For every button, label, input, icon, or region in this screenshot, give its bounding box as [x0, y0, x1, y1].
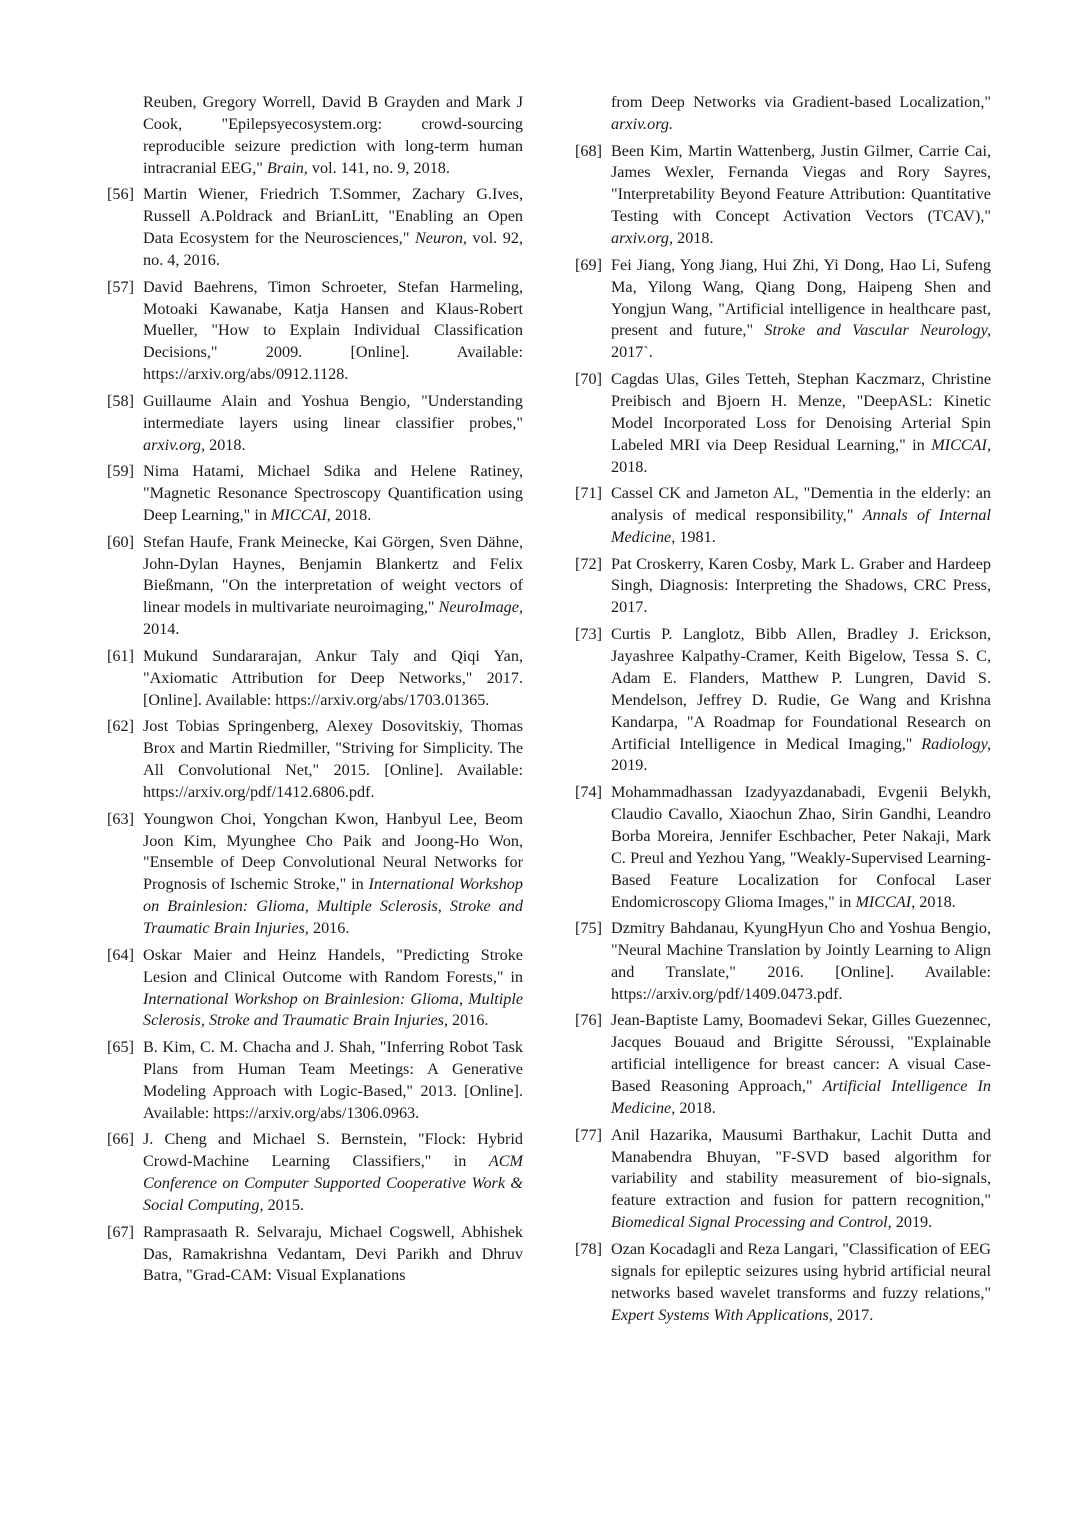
reference-number: [65] [107, 1038, 134, 1057]
reference-entry [107, 646, 523, 712]
reference-segment: 2019. [891, 1213, 933, 1232]
reference-entry [575, 918, 991, 1006]
reference-entry [575, 554, 991, 620]
reference-segment: Fei Jiang, Yong Jiang, Hui Zhi, Yi Dong, Hao Li, Sufeng Ma, Yilong Wang, Qiang Dong, Haipeng Shen and Yongjun Wang, "Artificial intelligence in healthcare past, present and future," [611, 255, 991, 340]
reference-text [143, 1222, 523, 1288]
reference-venue: Brain, [266, 158, 308, 177]
reference-text [611, 255, 991, 365]
reference-segment: vol. 92, no. 4, 2016. [143, 229, 523, 270]
reference-text [611, 483, 991, 549]
reference-segment: 2018. [205, 435, 246, 454]
reference-segment: Ozan Kocadagli and Reza Langari, "Classification of EEG signals for epileptic seizures using hybrid artificial neural networks based wavelet transforms and fuzzy relations," [611, 1239, 991, 1302]
reference-entry [107, 1222, 523, 1288]
reference-venue: Artificial Intelligence In Medicine, [611, 1077, 991, 1118]
reference-venue: Neuron, [414, 229, 467, 248]
reference-entry [107, 1129, 523, 1217]
reference-text [143, 945, 523, 1033]
reference-number: [63] [107, 809, 134, 828]
reference-venue: Expert Systems With Applications, [611, 1305, 833, 1324]
reference-segment: Reuben, Gregory Worrell, David B Grayden and Mark J Cook, "Epilepsyecosystem.org: crowd-sourcing reproducible seizure prediction with long-term human intracranial EEG," [143, 93, 523, 177]
reference-venue: MICCAI [855, 892, 912, 911]
reference-entry [575, 92, 991, 136]
reference-entry [107, 716, 523, 804]
reference-entry [107, 532, 523, 642]
reference-venue: NeuroImage, [438, 598, 523, 617]
reference-venue: International Workshop on Brainlesion: Glioma, Multiple Sclerosis, Stroke and Traumatic Brain Injuries [143, 875, 523, 938]
reference-entry [575, 1010, 991, 1120]
reference-text [611, 369, 991, 479]
reference-text [143, 1129, 523, 1217]
reference-text [611, 1125, 991, 1235]
reference-segment: vol. 141, no. 9, 2018. [307, 158, 450, 177]
reference-segment: 2018. [673, 229, 714, 248]
reference-number: [60] [107, 532, 134, 551]
reference-entry [575, 1125, 991, 1235]
reference-text [143, 184, 523, 272]
reference-entry [575, 483, 991, 549]
reference-segment: , 2016. [443, 1011, 489, 1030]
reference-number: [71] [575, 484, 602, 503]
reference-segment: Pat Croskerry, Karen Cosby, Mark L. Graber and Hardeep Singh, Diagnosis: Interpreting the Shadows, CRC Press, 2017. [611, 554, 991, 617]
reference-text [143, 277, 523, 387]
reference-entry [107, 184, 523, 272]
reference-text [611, 782, 991, 913]
reference-segment: David Baehrens, Timon Schroeter, Stefan Harmeling, Motoaki Kawanabe, Katja Hansen and Klaus-Robert Mueller, "How to Explain Individual Classification Decisions," 2009. [Online]. Available: https://arxiv.org/abs/0912.1128. [143, 277, 523, 384]
reference-text [143, 1037, 523, 1125]
reference-entry [107, 945, 523, 1033]
reference-segment: Guillaume Alain and Yoshua Bengio, "Understanding intermediate layers using linear classifier probes," [143, 391, 523, 432]
reference-entry [575, 782, 991, 913]
reference-segment: Jost Tobias Springenberg, Alexey Dosovitskiy, Thomas Brox and Martin Riedmiller, "Striving for Simplicity. The All Convolutional Net," 2015. [Online]. Available: https://arxiv.org/pdf/1412.6806.pdf. [143, 717, 523, 801]
reference-segment: 1981. [675, 527, 716, 546]
reference-segment: Mohammadhassan Izadyyazdanabadi, Evgenii Belykh, Claudio Cavallo, Xiaochun Zhao, Sirin Gandhi, Leandro Borba Moreira, Jennifer Eschbacher, Peter Nakaji, Mark C. Preul and Yezhou Yang, "Weakly-Supervised Learning-Based Feature Localization for Confocal Laser Endomicroscopy Glioma Images," in [611, 783, 991, 911]
reference-venue: Annals of Internal Medicine, [611, 506, 991, 546]
reference-segment: Curtis P. Langlotz, Bibb Allen, Bradley J. Erickson, Jayashree Kalpathy-Cramer, Keith Bigelow, Tessa S. C, Adam E. Flanders, Matthew P. Lungren, David S. Mendelson, Jeffrey D. Rudie, Ge Wang and Krishna Kandarpa, "A Roadmap for Foundational Research on Artificial Intelligence in Medical Imaging," [611, 624, 991, 753]
reference-number: [74] [575, 783, 602, 801]
reference-number: [56] [107, 185, 134, 204]
reference-segment: , 2015. [259, 1196, 304, 1215]
reference-number: [70] [575, 369, 602, 388]
reference-segment: Dzmitry Bahdanau, KyungHyun Cho and Yoshua Bengio, "Neural Machine Translation by Jointly Learning to Align and Translate," 2016. [Online]. Available: https://arxiv.org/pdf/1409.0473.pdf. [611, 919, 991, 1003]
reference-text [143, 461, 523, 527]
reference-entry [575, 255, 991, 365]
reference-venue: Biomedical Signal Processing and Control, [611, 1213, 892, 1232]
reference-text [143, 716, 523, 804]
reference-venue: ACM Conference on Computer Supported Cooperative Work & Social Computing [143, 1152, 523, 1215]
reference-text [611, 1239, 991, 1327]
reference-segment: 2017. [832, 1305, 874, 1324]
reference-number: [59] [107, 462, 134, 481]
reference-entry [575, 624, 991, 777]
reference-number: [75] [575, 919, 602, 938]
reference-venue: Radiology, [921, 734, 991, 753]
reference-number: [64] [107, 945, 134, 964]
reference-number: [61] [107, 646, 134, 665]
reference-text [611, 624, 991, 777]
reference-text [611, 1010, 991, 1120]
reference-number: [67] [107, 1222, 134, 1241]
reference-entry [107, 92, 523, 180]
reference-venue: MICCAI [270, 506, 327, 525]
reference-segment: Cassel CK and Jameton AL, "Dementia in the elderly: an analysis of medical responsibility," [611, 484, 991, 525]
reference-segment: Youngwon Choi, Yongchan Kwon, Hanbyul Lee, Beom Joon Kim, Myunghee Cho Paik and Joong-Ho Won, "Ensemble of Deep Convolutional Neural Networks for Prognosis of Ischemic Stroke," in [143, 809, 523, 894]
reference-number: [57] [107, 277, 134, 296]
reference-segment: Been Kim, Martin Wattenberg, Justin Gilmer, Carrie Cai, James Wexler, Fernanda Viegas and Rory Sayres, "Interpretability Beyond Feature Attribution: Quantitative Testing with Concept Activation Vectors (TCAV)," [611, 141, 991, 226]
reference-venue: Stroke and Vascular Neurology, [764, 321, 991, 340]
reference-segment: Mukund Sundararajan, Ankur Taly and Qiqi Yan, "Axiomatic Attribution for Deep Networks," 2017. [Online]. Available: https://arxiv.org/abs/1703.01365. [143, 646, 523, 709]
reference-number: [68] [575, 141, 602, 160]
reference-segment: , 2018. [326, 506, 372, 525]
reference-number: [66] [107, 1130, 134, 1149]
reference-segment: Ramprasaath R. Selvaraju, Michael Cogswell, Abhishek Das, Ramakrishna Vedantam, Devi Parikh and Dhruv Batra, "Grad-CAM: Visual Explanations [143, 1222, 523, 1285]
reference-text [575, 92, 991, 136]
reference-segment: Oskar Maier and Heinz Handels, "Predicting Stroke Lesion and Clinical Outcome with Random Forests," in [143, 945, 523, 986]
reference-text [611, 918, 991, 1006]
reference-segment: B. Kim, C. M. Chacha and J. Shah, "Inferring Robot Task Plans from Human Team Meetings: A Generative Modeling Approach with Logic-Based," 2013. [Online]. Available: https://arxiv.org/abs/1306.0963. [143, 1038, 523, 1122]
reference-segment: Jean-Baptiste Lamy, Boomadevi Sekar, Gilles Guezennec, Jacques Bouaud and Brigitte Séroussi, "Explainable artificial intelligence for breast cancer: A visual Case-Based Reasoning Approach," [611, 1011, 991, 1096]
reference-segment: Stefan Haufe, Frank Meinecke, Kai Görgen, Sven Dähne, John-Dylan Haynes, Benjamin Blankertz and Felix Bießmann, "On the interpretation of weight vectors of linear models in multivariate neuroimaging," [143, 532, 523, 617]
reference-segment: , 2016. [304, 919, 350, 938]
reference-entry [575, 1239, 991, 1327]
reference-number: [58] [107, 391, 134, 410]
reference-segment: 2017`. [611, 343, 653, 362]
reference-number: [78] [575, 1239, 602, 1258]
reference-segment: Anil Hazarika, Mausumi Barthakur, Lachit Dutta and Manabendra Bhuyan, "F-SVD based algorithm for variability and stability measurement of bio-signals, feature extraction and fusion for pattern recognition," [611, 1125, 991, 1210]
reference-segment: 2019. [611, 756, 648, 775]
reference-text [143, 646, 523, 712]
reference-column-left [107, 92, 523, 1292]
reference-number: [77] [575, 1125, 602, 1144]
reference-column-right [575, 92, 991, 1331]
reference-text [611, 554, 991, 620]
reference-venue: arxiv.org. [611, 114, 674, 133]
reference-venue: arxiv.org, [611, 229, 674, 248]
reference-entry [107, 391, 523, 457]
reference-number: [76] [575, 1011, 602, 1030]
reference-segment: from Deep Networks via Gradient-based Localization," [611, 93, 991, 111]
reference-segment: Nima Hatami, Michael Sdika and Helene Ratiney, "Magnetic Resonance Spectroscopy Quantification using Deep Learning," in [143, 462, 523, 525]
reference-text [143, 532, 523, 642]
reference-segment: 2018. [675, 1099, 716, 1118]
reference-entry [107, 277, 523, 387]
reference-entry [107, 461, 523, 527]
reference-number: [69] [575, 255, 602, 274]
reference-entry [575, 141, 991, 251]
reference-number: [72] [575, 554, 602, 573]
reference-venue: MICCAI [931, 435, 987, 454]
reference-segment: , 2018. [911, 892, 956, 911]
reference-segment: Cagdas Ulas, Giles Tetteh, Stephan Kaczmarz, Christine Preibisch and Bjoern H. Menze, "DeepASL: Kinetic Model Incorporated Loss for Denoising Arterial Spin Labeled MRI via Deep Residual Learning," in [611, 369, 991, 454]
reference-segment: , 2018. [611, 435, 991, 476]
reference-text [143, 391, 523, 457]
reference-number: [62] [107, 717, 134, 736]
reference-segment: 2014. [143, 620, 180, 639]
reference-entry [575, 369, 991, 479]
reference-number: [73] [575, 624, 602, 643]
reference-entry [107, 1037, 523, 1125]
reference-venue: International Workshop on Brainlesion: Glioma, Multiple Sclerosis, Stroke and Traumatic Brain Injuries [143, 989, 523, 1030]
reference-entry [107, 809, 523, 940]
reference-text [107, 92, 523, 180]
reference-segment: J. Cheng and Michael S. Bernstein, "Flock: Hybrid Crowd-Machine Learning Classifiers," in [143, 1130, 523, 1171]
reference-segment: Martin Wiener, Friedrich T.Sommer, Zachary G.Ives, Russell A.Poldrack and BrianLitt, "Enabling an Open Data Ecosystem for the Neurosciences," [143, 185, 523, 248]
reference-text [143, 809, 523, 940]
reference-venue: arxiv.org, [143, 435, 206, 454]
reference-text [611, 141, 991, 251]
